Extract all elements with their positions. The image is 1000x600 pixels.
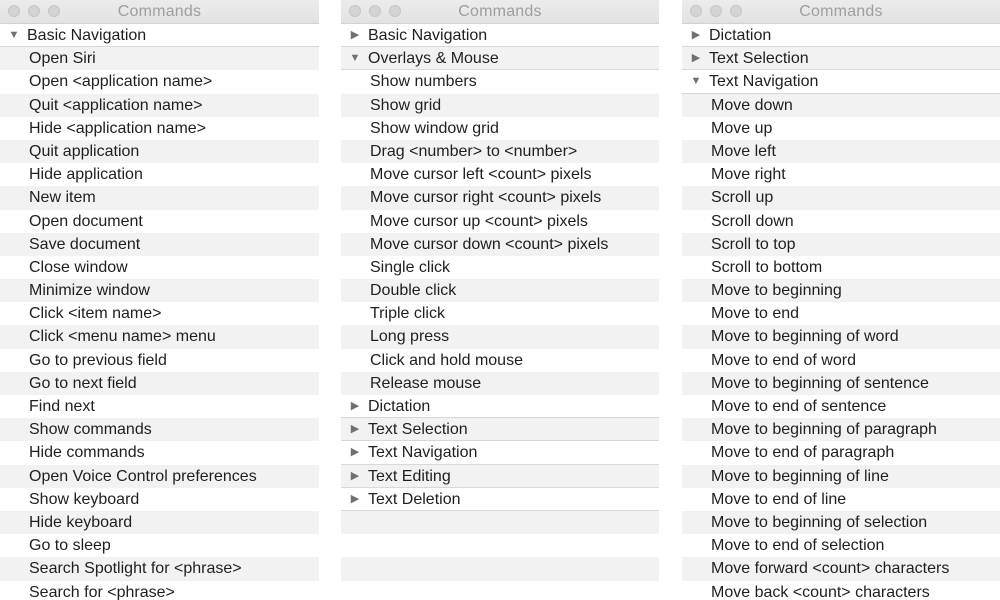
command-row[interactable]	[682, 557, 1000, 580]
section-label: Basic Navigation	[27, 27, 147, 44]
section-header[interactable]	[682, 70, 1000, 93]
command-label: Move to end of paragraph	[711, 444, 895, 462]
section-header[interactable]	[0, 24, 319, 47]
commands-window-overlays-mouse	[341, 0, 659, 600]
commands-window-text-navigation	[682, 0, 1000, 600]
section-label: Text Selection	[368, 421, 468, 439]
command-label: Move to end of word	[711, 351, 856, 369]
command-label: Show window grid	[370, 119, 499, 137]
command-label: Find next	[29, 398, 95, 415]
command-row[interactable]	[0, 256, 319, 279]
commands-window-basic-navigation	[0, 0, 319, 600]
empty-row	[341, 581, 659, 600]
command-label: Release mouse	[370, 374, 482, 392]
command-row[interactable]	[0, 465, 319, 488]
command-label: Open document	[29, 212, 143, 230]
command-label: Triple click	[370, 305, 445, 323]
command-label: Move to beginning of word	[711, 328, 899, 346]
command-row[interactable]	[0, 140, 319, 163]
section-label: Text Navigation	[368, 444, 478, 462]
disclosure-collapsed-icon[interactable]: ▶	[350, 469, 360, 482]
window-title: Commands	[117, 3, 202, 20]
command-label: Show commands	[29, 421, 152, 439]
command-row[interactable]	[0, 534, 319, 557]
command-row[interactable]	[682, 418, 1000, 441]
command-row[interactable]	[682, 534, 1000, 557]
empty-row	[341, 511, 659, 534]
command-label: Click and hold mouse	[370, 351, 523, 369]
command-row[interactable]	[682, 163, 1000, 186]
command-row[interactable]	[682, 349, 1000, 372]
title-bar[interactable]	[341, 0, 659, 24]
command-row[interactable]	[0, 511, 319, 534]
command-list	[682, 24, 1000, 600]
command-row[interactable]	[682, 210, 1000, 233]
disclosure-collapsed-icon[interactable]: ▶	[350, 492, 360, 505]
command-label: Move cursor down <count> pixels	[370, 235, 609, 253]
command-row[interactable]	[0, 117, 319, 140]
disclosure-collapsed-icon[interactable]: ▶	[691, 29, 701, 41]
command-label: Open Voice Control preferences	[29, 467, 257, 485]
command-label: Move cursor left <count> pixels	[370, 166, 592, 184]
command-row[interactable]	[341, 233, 659, 256]
command-label: Search Spotlight for <phrase>	[29, 560, 242, 578]
command-row[interactable]	[341, 372, 659, 395]
section-header[interactable]	[341, 418, 659, 441]
section-label: Text Deletion	[368, 490, 461, 508]
command-label: Move cursor up <count> pixels	[370, 212, 588, 230]
command-label: Move cursor right <count> pixels	[370, 189, 602, 207]
command-row[interactable]	[0, 70, 319, 93]
command-row[interactable]	[341, 256, 659, 279]
command-row[interactable]	[682, 279, 1000, 302]
disclosure-collapsed-icon[interactable]: ▶	[350, 446, 360, 459]
section-label: Dictation	[368, 398, 431, 415]
command-label: Scroll to bottom	[711, 258, 823, 276]
command-row[interactable]	[341, 70, 659, 93]
command-row[interactable]	[0, 210, 319, 233]
command-row[interactable]	[0, 163, 319, 186]
disclosure-collapsed-icon[interactable]: ▶	[691, 52, 701, 65]
command-label: Hide application	[29, 166, 143, 184]
section-header[interactable]	[341, 47, 659, 70]
command-label: Minimize window	[29, 282, 150, 300]
command-row[interactable]	[341, 279, 659, 302]
command-row[interactable]	[0, 488, 319, 511]
command-row[interactable]	[682, 233, 1000, 256]
command-row[interactable]	[0, 279, 319, 302]
command-row[interactable]	[0, 302, 319, 325]
command-row[interactable]	[682, 372, 1000, 395]
command-label: Show grid	[370, 96, 442, 114]
command-row[interactable]	[0, 186, 319, 209]
command-label: Long press	[370, 328, 450, 346]
command-label: Single click	[370, 258, 451, 276]
command-row[interactable]	[682, 256, 1000, 279]
command-row[interactable]	[682, 325, 1000, 348]
command-label: Drag <number> to <number>	[370, 142, 578, 160]
disclosure-expanded-icon[interactable]: ▼	[8, 29, 20, 41]
section-header[interactable]	[341, 395, 659, 418]
command-label: Move to beginning of sentence	[711, 374, 929, 392]
command-label: Move left	[711, 142, 776, 160]
command-label: Show keyboard	[29, 490, 140, 508]
command-row[interactable]	[682, 441, 1000, 464]
command-label: Click <item name>	[29, 305, 162, 323]
command-row[interactable]	[682, 465, 1000, 488]
command-label: Move back <count> characters	[711, 583, 930, 600]
command-label: Close window	[29, 258, 128, 276]
command-label: Scroll down	[711, 212, 794, 230]
command-row[interactable]	[341, 210, 659, 233]
command-label: Move forward <count> characters	[711, 560, 950, 578]
command-row[interactable]	[341, 325, 659, 348]
command-label: Scroll up	[711, 189, 774, 207]
command-label: Scroll to top	[711, 235, 796, 253]
command-row[interactable]	[0, 418, 319, 441]
command-row[interactable]	[0, 372, 319, 395]
title-bar[interactable]	[682, 0, 1000, 24]
section-label: Text Selection	[709, 50, 809, 68]
section-label: Basic Navigation	[368, 27, 488, 44]
command-row[interactable]	[682, 117, 1000, 140]
empty-row	[341, 534, 659, 557]
window-title: Commands	[458, 3, 542, 20]
title-bar[interactable]	[0, 0, 319, 24]
command-row[interactable]	[0, 581, 319, 600]
command-label: Move to end of sentence	[711, 398, 887, 415]
command-row[interactable]	[341, 186, 659, 209]
section-label: Overlays & Mouse	[368, 50, 499, 68]
section-label: Text Editing	[368, 467, 451, 485]
command-label: Go to next field	[29, 374, 137, 392]
command-row[interactable]	[0, 395, 319, 418]
command-label: Move to end of line	[711, 490, 847, 508]
command-row[interactable]	[682, 94, 1000, 117]
command-label: Quit <application name>	[29, 96, 203, 114]
command-row[interactable]	[341, 163, 659, 186]
command-label: Go to previous field	[29, 351, 167, 369]
command-label: Move to beginning of selection	[711, 513, 928, 531]
command-row[interactable]	[0, 325, 319, 348]
command-label: Move right	[711, 166, 786, 184]
command-row[interactable]	[341, 94, 659, 117]
command-label: Move to beginning of line	[711, 467, 889, 485]
command-row[interactable]	[0, 349, 319, 372]
command-label: Move down	[711, 96, 793, 114]
command-label: Hide keyboard	[29, 513, 133, 531]
section-header[interactable]	[341, 465, 659, 488]
command-row[interactable]	[341, 302, 659, 325]
section-header[interactable]	[682, 47, 1000, 70]
disclosure-collapsed-icon[interactable]: ▶	[350, 400, 360, 412]
section-label: Text Navigation	[709, 73, 819, 91]
command-list	[0, 24, 319, 600]
command-row[interactable]	[0, 441, 319, 464]
command-row[interactable]	[682, 581, 1000, 600]
disclosure-collapsed-icon[interactable]: ▶	[350, 423, 360, 436]
empty-row	[341, 557, 659, 580]
command-row[interactable]	[682, 302, 1000, 325]
command-row[interactable]	[682, 511, 1000, 534]
command-list	[341, 24, 659, 600]
command-label: Move up	[711, 119, 773, 137]
command-row[interactable]	[682, 140, 1000, 163]
section-header[interactable]	[682, 24, 1000, 47]
command-row[interactable]	[0, 47, 319, 70]
command-label: Move to end	[711, 305, 800, 323]
command-row[interactable]	[341, 117, 659, 140]
command-label: Double click	[370, 282, 457, 300]
command-label: Go to sleep	[29, 537, 111, 555]
command-label: Move to beginning of paragraph	[711, 421, 937, 439]
command-label: Save document	[29, 235, 141, 253]
command-label: Quit application	[29, 142, 140, 160]
section-header[interactable]	[341, 488, 659, 511]
section-header[interactable]	[341, 441, 659, 464]
window-title: Commands	[799, 3, 883, 20]
section-header[interactable]	[341, 24, 659, 47]
command-label: Hide <application name>	[29, 119, 207, 137]
command-label: Open Siri	[29, 50, 96, 68]
command-label: Open <application name>	[29, 73, 213, 91]
command-label: Move to end of selection	[711, 537, 885, 555]
disclosure-collapsed-icon[interactable]: ▶	[350, 29, 360, 41]
section-label: Dictation	[709, 27, 772, 44]
command-row[interactable]	[341, 140, 659, 163]
disclosure-expanded-icon[interactable]: ▼	[690, 75, 702, 88]
command-row[interactable]	[0, 94, 319, 117]
command-row[interactable]	[0, 233, 319, 256]
command-row[interactable]	[682, 488, 1000, 511]
command-label: New item	[29, 189, 96, 207]
command-label: Click <menu name> menu	[29, 328, 216, 346]
command-label: Move to beginning	[711, 282, 842, 300]
command-row[interactable]	[0, 557, 319, 580]
command-row[interactable]	[682, 186, 1000, 209]
command-row[interactable]	[341, 349, 659, 372]
disclosure-expanded-icon[interactable]: ▼	[349, 52, 361, 65]
command-label: Hide commands	[29, 444, 145, 462]
command-row[interactable]	[682, 395, 1000, 418]
command-label: Search for <phrase>	[29, 583, 175, 600]
command-label: Show numbers	[370, 73, 477, 91]
